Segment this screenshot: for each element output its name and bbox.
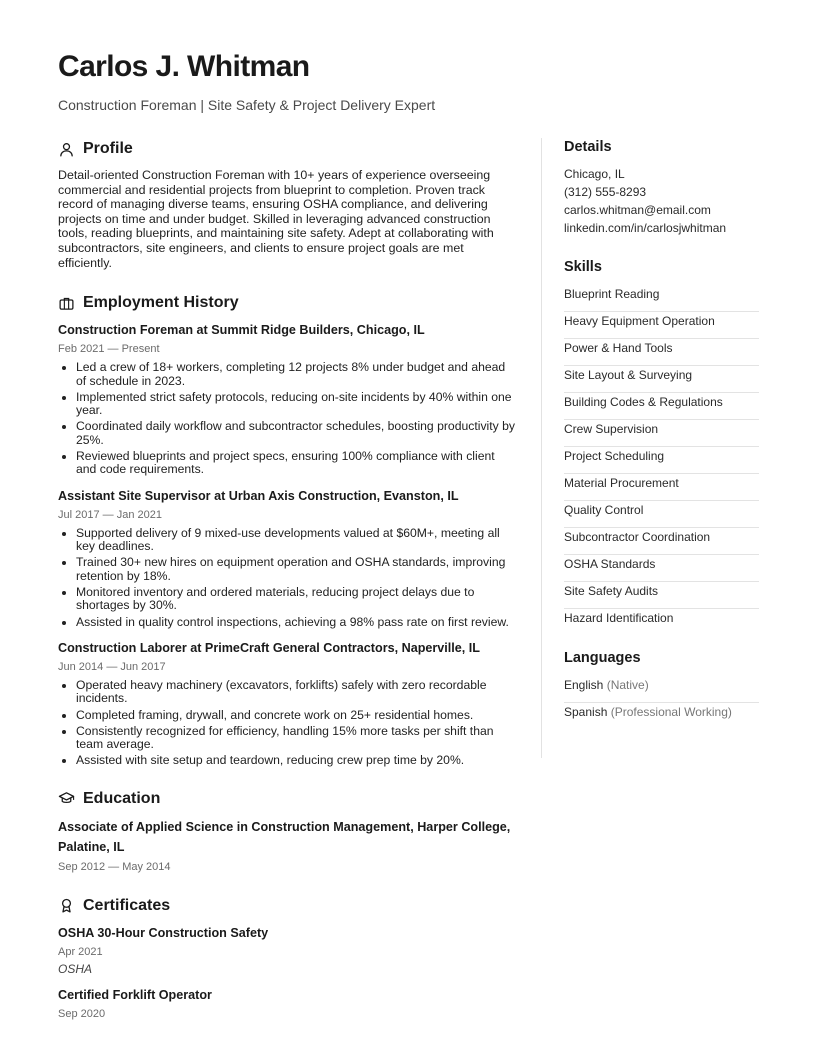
email-link[interactable]: carlos.whitman@email.com (564, 203, 711, 217)
language-level: (Professional Working) (610, 705, 732, 719)
job-entry (58, 639, 516, 768)
language-name: English (564, 678, 604, 692)
skill-item: Blueprint Reading (564, 285, 759, 312)
certificate-issuer: OSHA (58, 961, 93, 976)
candidate-name: Carlos J. Whitman (58, 50, 310, 83)
skills-list (564, 285, 759, 635)
location-text: Chicago, IL (564, 167, 625, 181)
certificate-entry (58, 924, 516, 976)
job-bullet: • Reviewed blueprints and project specs, ensuring 100% compliance with client and code requirements. (76, 450, 516, 477)
education-title: Education (83, 789, 161, 807)
job-bullet: • Monitored inventory and ordered materials, reducing project delays due to shortages by 30%. (76, 586, 516, 613)
skill-item: Site Layout & Surveying (564, 366, 759, 393)
main-column (58, 138, 516, 1021)
skill-item: Crew Supervision (564, 420, 759, 447)
skill-item: Site Safety Audits (564, 582, 759, 609)
award-ribbon-icon (58, 897, 75, 914)
skill-item: Quality Control (564, 501, 759, 528)
job-bullet: • Assisted with site setup and teardown, reducing crew prep time by 20%. (76, 754, 516, 767)
certificate-date: Apr 2021 (58, 945, 103, 958)
job-bullet: • Led a crew of 18+ workers, completing 12 projects 8% under budget and ahead of schedule in 2023. (76, 361, 516, 388)
language-item (564, 676, 759, 703)
employment-heading (58, 292, 516, 314)
details-list (564, 165, 759, 237)
job-bullets (58, 527, 516, 629)
profile-summary: Detail-oriented Construction Foreman with 10+ years of experience overseeing commercial and residential projects from blueprint to completion. Proven track record of managing diverse teams, ensuring OSHA compliance, and delivering projects on time and under budget. Skilled in leveraging advanced construction tools, reading blueprints, and maintaining site safety. Adept at collaborating with subcontractors, site engineers, and clients to ensure project goals are met efficiently. (58, 168, 494, 270)
certificate-date: Sep 2020 (58, 1007, 106, 1020)
job-bullet: • Trained 30+ new hires on equipment operation and OSHA standards, improving retention by 18%. (76, 556, 516, 583)
job-entry (58, 321, 516, 477)
job-title: Assistant Site Supervisor at Urban Axis Construction, Evanston, IL (58, 488, 459, 503)
job-bullet: • Assisted in quality control inspections, achieving a 98% pass rate on first review. (76, 616, 516, 629)
language-name: Spanish (564, 705, 608, 719)
skill-item: OSHA Standards (564, 555, 759, 582)
employment-section (58, 292, 516, 768)
job-title: Construction Foreman at Summit Ridge Builders, Chicago, IL (58, 323, 425, 338)
skill-item: Hazard Identification (564, 611, 674, 625)
languages-title: Languages (564, 650, 641, 666)
skill-item: Power & Hand Tools (564, 339, 759, 366)
language-item (564, 703, 759, 729)
details-title: Details (564, 139, 612, 155)
languages-list (564, 676, 759, 729)
details-section (564, 138, 759, 237)
profile-section (58, 138, 516, 270)
certificates-title: Certificates (83, 896, 171, 914)
job-dates: Jun 2014 — Jun 2017 (58, 661, 166, 674)
job-bullet: • Implemented strict safety protocols, reducing on-site incidents by 40% within one year. (76, 391, 516, 418)
certificates-section (58, 895, 516, 1021)
job-dates: Feb 2021 — Present (58, 343, 160, 356)
skill-item: Material Procurement (564, 474, 759, 501)
briefcase-icon (58, 295, 75, 312)
employment-title: Employment History (83, 294, 239, 312)
education-entry (58, 817, 516, 874)
job-dates: Jul 2017 — Jan 2021 (58, 508, 162, 521)
certificate-entry (58, 986, 516, 1021)
skill-item: Subcontractor Coordination (564, 528, 759, 555)
education-heading (58, 788, 516, 810)
skill-item: Project Scheduling (564, 447, 759, 474)
graduation-cap-icon (58, 790, 75, 807)
person-icon (58, 141, 75, 158)
job-bullets (58, 679, 516, 768)
job-bullets (58, 361, 516, 477)
language-level: (Native) (606, 678, 649, 692)
job-bullet: • Completed framing, drywall, and concrete work on 25+ residential homes. (76, 709, 516, 722)
education-dates: Sep 2012 — May 2014 (58, 860, 171, 873)
degree-title: Associate of Applied Science in Construction Management, Harper College, Palatine, IL (58, 819, 511, 854)
certificate-title: OSHA 30-Hour Construction Safety (58, 925, 269, 940)
job-bullet: • Operated heavy machinery (excavators, forklifts) safely with zero recordable incidents. (76, 679, 516, 706)
phone-text: (312) 555-8293 (564, 185, 647, 199)
skill-item: Heavy Equipment Operation (564, 312, 759, 339)
job-bullet: • Coordinated daily workflow and subcontractor schedules, boosting productivity by 25%. (76, 420, 516, 447)
linkedin-link[interactable]: linkedin.com/in/carlosjwhitman (564, 221, 727, 235)
skills-section (564, 258, 759, 635)
job-title: Construction Laborer at PrimeCraft General Contractors, Naperville, IL (58, 641, 480, 656)
candidate-tagline: Construction Foreman | Site Safety & Project Delivery Expert (58, 97, 436, 113)
certificates-heading (58, 895, 516, 917)
column-divider (541, 138, 542, 758)
education-section (58, 788, 516, 874)
skill-item: Building Codes & Regulations (564, 393, 759, 420)
job-entry (58, 487, 516, 629)
profile-title: Profile (83, 140, 133, 157)
sidebar-column (564, 138, 759, 729)
job-bullet: • Supported delivery of 9 mixed-use developments valued at $60M+, meeting all key deadlines. (76, 527, 516, 554)
languages-section (564, 649, 759, 729)
skills-title: Skills (564, 259, 602, 275)
profile-heading (58, 138, 516, 160)
certificate-title: Certified Forklift Operator (58, 987, 212, 1002)
job-bullet: • Consistently recognized for efficiency, handling 15% more tasks per shift than team average. (76, 725, 516, 752)
